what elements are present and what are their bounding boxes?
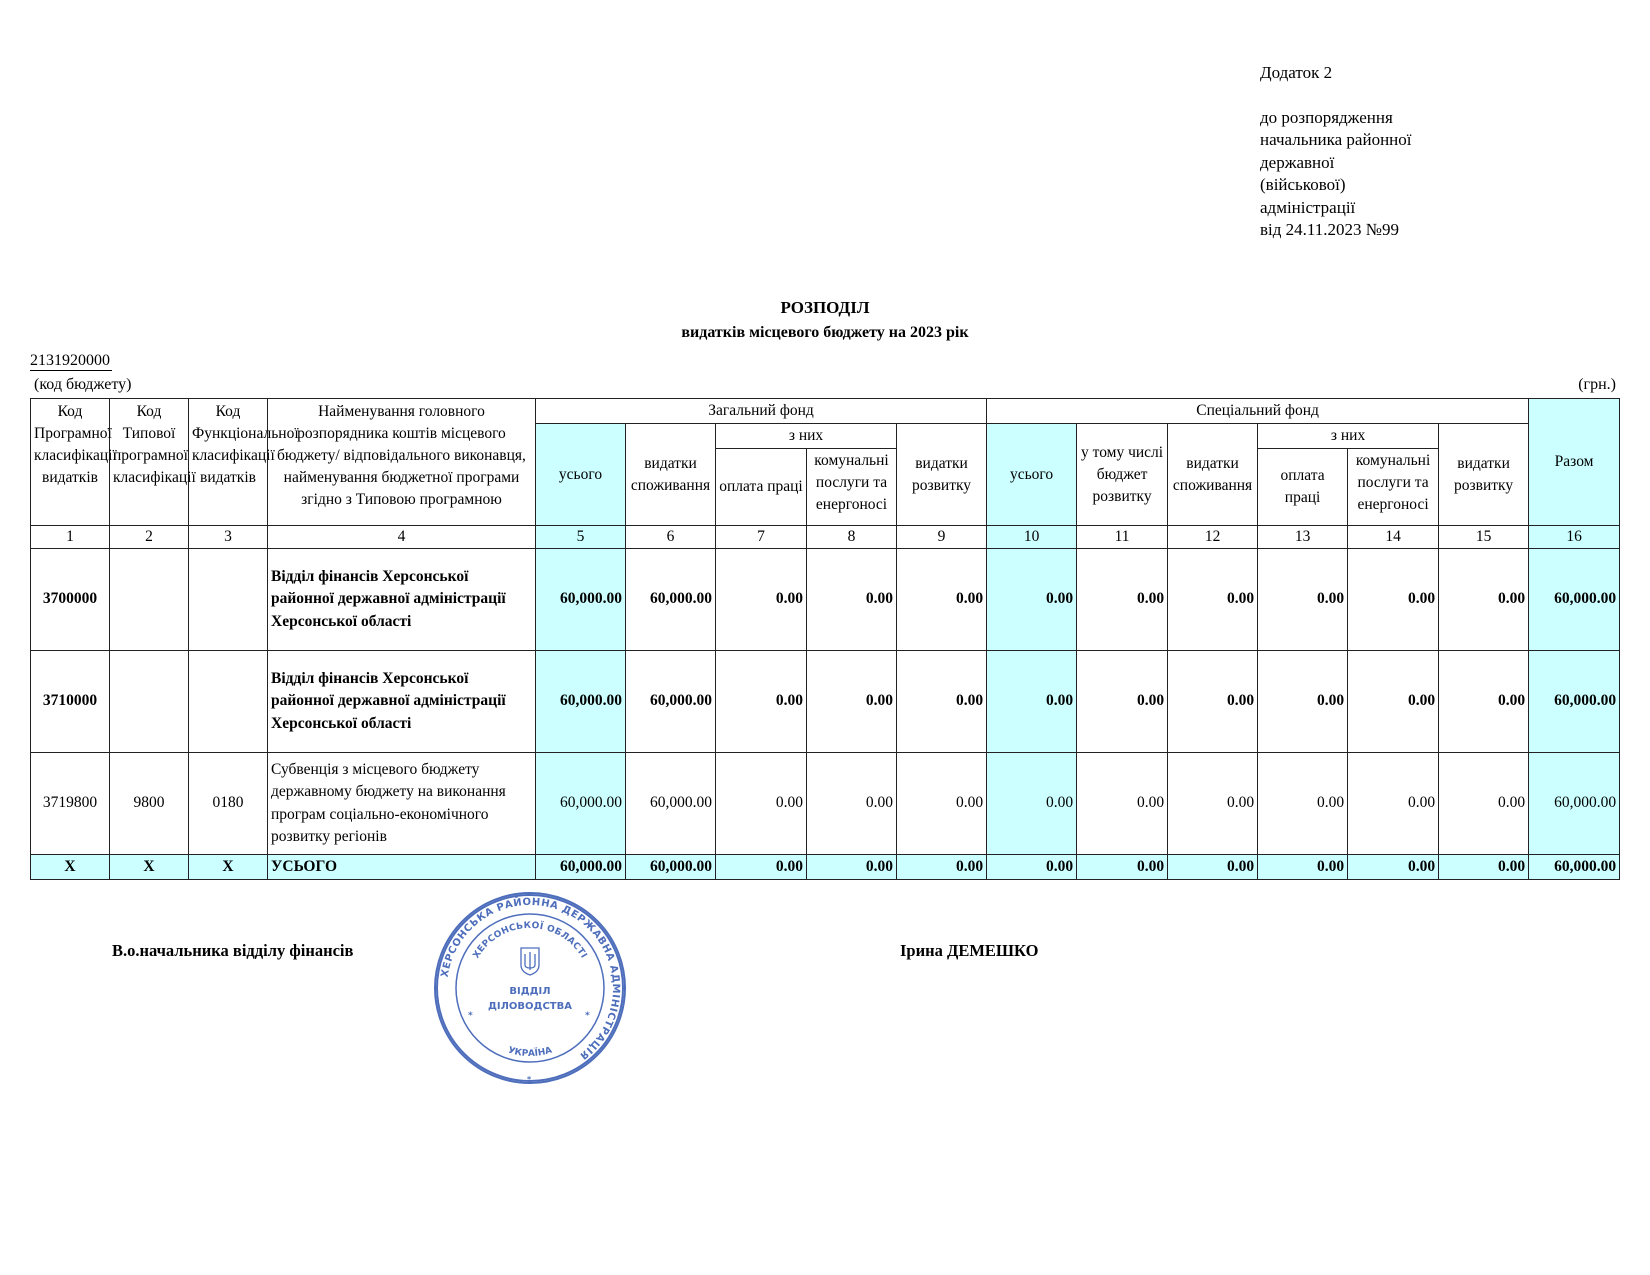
budget-distribution-table: [30, 398, 1620, 880]
value-cell: 0.00: [1077, 651, 1168, 753]
value-cell: 0.00: [716, 549, 807, 651]
program-code-cell: 3700000: [31, 549, 110, 651]
header-special-consumption: видатки споживання: [1168, 424, 1258, 526]
table-row: [31, 651, 1620, 753]
value-cell: 0.00: [807, 855, 897, 880]
value-cell: 0.00: [1168, 549, 1258, 651]
value-cell: 0.00: [716, 855, 807, 880]
value-cell: 0.00: [1077, 549, 1168, 651]
header-typical-code: Код Типової програмної класифікації: [110, 399, 189, 526]
column-number: 6: [626, 526, 716, 549]
functional-code-cell: [189, 651, 268, 753]
value-cell: 0.00: [1258, 651, 1348, 753]
name-cell: Субвенція з місцевого бюджету державному бюджету на виконання програм соціально-економічного розвитку регіонів: [268, 753, 536, 855]
value-cell: 0.00: [987, 549, 1077, 651]
stamp-center-line2: ДІЛОВОДСТВА: [488, 1001, 572, 1012]
document-title: РОЗПОДІЛ: [780, 298, 870, 317]
value-cell: 60,000.00: [536, 753, 626, 855]
column-number: 12: [1168, 526, 1258, 549]
column-number: 4: [268, 526, 536, 549]
trident-icon: [521, 948, 539, 975]
value-cell: 0.00: [1168, 651, 1258, 753]
header-name: Найменування головного розпорядника коштів місцевого бюджету/ відповідального виконавця, найменування бюджетної програми згідно з Типовою програмною: [268, 399, 536, 526]
annex-line: адміністрації: [1260, 197, 1356, 217]
header-special-dev-budget: у тому числі бюджет розвитку: [1077, 424, 1168, 526]
program-code-cell: 3710000: [31, 651, 110, 753]
stamp-bottom-text: УКРАЇНА: [506, 1045, 554, 1060]
value-cell: 0.00: [1168, 855, 1258, 880]
header-special-fund: Спеціальний фонд: [987, 399, 1529, 424]
header-general-consumption: видатки споживання: [626, 424, 716, 526]
header-general-utilities: комунальні послуги та енергоносі: [807, 449, 897, 526]
column-number: 14: [1348, 526, 1439, 549]
value-cell: 60,000.00: [1529, 651, 1620, 753]
value-cell: 0.00: [1439, 651, 1529, 753]
total-row: [31, 855, 1620, 880]
value-cell: 0.00: [1258, 855, 1348, 880]
header-program-code: Код Програмної класифікації видатків: [31, 399, 110, 526]
value-cell: 0.00: [807, 753, 897, 855]
signer-role: В.о.начальника відділу фінансів: [112, 941, 354, 960]
value-cell: 0.00: [1258, 549, 1348, 651]
program-code-cell: 3719800: [31, 753, 110, 855]
name-cell: Відділ фінансів Херсонської районної державної адміністрації Херсонської області: [268, 549, 536, 651]
value-cell: 0.00: [807, 651, 897, 753]
header-general-of-which: з них: [716, 424, 897, 449]
value-cell: 60,000.00: [1529, 549, 1620, 651]
value-cell: 0.00: [897, 549, 987, 651]
stamp-inner-text: ХЕРСОНСЬКОЇ ОБЛАСТІ: [471, 920, 589, 961]
value-cell: 0.00: [987, 855, 1077, 880]
value-cell: 0.00: [1258, 753, 1348, 855]
header-general-fund: Загальний фонд: [536, 399, 987, 424]
stamp-outer-text: ХЕРСОНСЬКА РАЙОННА ДЕРЖАВНА АДМІНІСТРАЦІЯ: [439, 896, 622, 1062]
value-cell: 0.00: [1348, 753, 1439, 855]
column-numbers-row: [31, 526, 1620, 549]
value-cell: 0.00: [1439, 855, 1529, 880]
value-cell: 0.00: [716, 651, 807, 753]
value-cell: 0.00: [716, 753, 807, 855]
signer-name: Ірина ДЕМЕШКО: [900, 941, 1039, 960]
value-cell: 0.00: [897, 855, 987, 880]
column-number: 11: [1077, 526, 1168, 549]
column-number: 16: [1529, 526, 1620, 549]
value-cell: 60,000.00: [536, 549, 626, 651]
column-number: 9: [897, 526, 987, 549]
header-special-total: усього: [987, 424, 1077, 526]
column-number: 7: [716, 526, 807, 549]
column-number: 13: [1258, 526, 1348, 549]
column-number: 15: [1439, 526, 1529, 549]
header-general-salary: оплата праці: [716, 449, 807, 526]
typical-code-cell: 9800: [110, 753, 189, 855]
column-number: 10: [987, 526, 1077, 549]
header-general-development: видатки розвитку: [897, 424, 987, 526]
stamp-star-icon: *: [527, 1075, 532, 1084]
annex-block: [1260, 62, 1412, 242]
budget-code-label: (код бюджету): [34, 376, 132, 393]
value-cell: 0.00: [987, 651, 1077, 753]
value-cell: 0.00: [807, 549, 897, 651]
program-code-cell: X: [31, 855, 110, 880]
column-number: 3: [189, 526, 268, 549]
value-cell: 0.00: [1168, 753, 1258, 855]
value-cell: 0.00: [897, 651, 987, 753]
document-subtitle: видатків місцевого бюджету на 2023 рік: [681, 324, 969, 341]
value-cell: 60,000.00: [626, 855, 716, 880]
header-special-salary: оплата праці: [1258, 449, 1348, 526]
annex-title: Додаток 2: [1260, 63, 1333, 82]
value-cell: 60,000.00: [626, 549, 716, 651]
value-cell: 0.00: [1348, 651, 1439, 753]
value-cell: 60,000.00: [1529, 753, 1620, 855]
stamp-star-icon: *: [468, 1011, 473, 1021]
functional-code-cell: [189, 549, 268, 651]
annex-line: державної: [1260, 152, 1335, 172]
functional-code-cell: 0180: [189, 753, 268, 855]
value-cell: 60,000.00: [1529, 855, 1620, 880]
header-special-development: видатки розвитку: [1439, 424, 1529, 526]
header-general-total: усього: [536, 424, 626, 526]
name-cell: Відділ фінансів Херсонської районної державної адміністрації Херсонської області: [268, 651, 536, 753]
value-cell: 60,000.00: [626, 651, 716, 753]
header-total: Разом: [1529, 399, 1620, 526]
typical-code-cell: X: [110, 855, 189, 880]
column-number: 1: [31, 526, 110, 549]
value-cell: 0.00: [1348, 855, 1439, 880]
value-cell: 0.00: [897, 753, 987, 855]
header-special-utilities: комунальні послуги та енергоносі: [1348, 449, 1439, 526]
budget-code: 2131920000: [30, 352, 110, 369]
official-stamp: [432, 890, 628, 1086]
typical-code-cell: [110, 549, 189, 651]
table-row: [31, 753, 1620, 855]
value-cell: 60,000.00: [626, 753, 716, 855]
annex-line: до розпорядження: [1260, 107, 1393, 127]
name-cell: УСЬОГО: [268, 855, 536, 880]
stamp-center-line1: ВІДДІЛ: [509, 986, 551, 997]
stamp-star-icon: *: [585, 1011, 590, 1021]
typical-code-cell: [110, 651, 189, 753]
annex-line: начальника районної: [1260, 130, 1412, 149]
currency-label: (грн.): [1578, 376, 1616, 393]
value-cell: 0.00: [1439, 753, 1529, 855]
table-row: [31, 549, 1620, 651]
value-cell: 0.00: [1439, 549, 1529, 651]
value-cell: 0.00: [1077, 855, 1168, 880]
annex-line: (військової): [1260, 175, 1346, 194]
value-cell: 60,000.00: [536, 855, 626, 880]
column-number: 8: [807, 526, 897, 549]
column-number: 2: [110, 526, 189, 549]
value-cell: 0.00: [1348, 549, 1439, 651]
value-cell: 0.00: [1077, 753, 1168, 855]
functional-code-cell: X: [189, 855, 268, 880]
value-cell: 0.00: [987, 753, 1077, 855]
header-special-of-which: з них: [1258, 424, 1439, 449]
header-functional-code: Код Функціональної класифікації видатків: [189, 399, 268, 526]
value-cell: 60,000.00: [536, 651, 626, 753]
column-number: 5: [536, 526, 626, 549]
annex-line: від 24.11.2023 №99: [1260, 220, 1399, 239]
